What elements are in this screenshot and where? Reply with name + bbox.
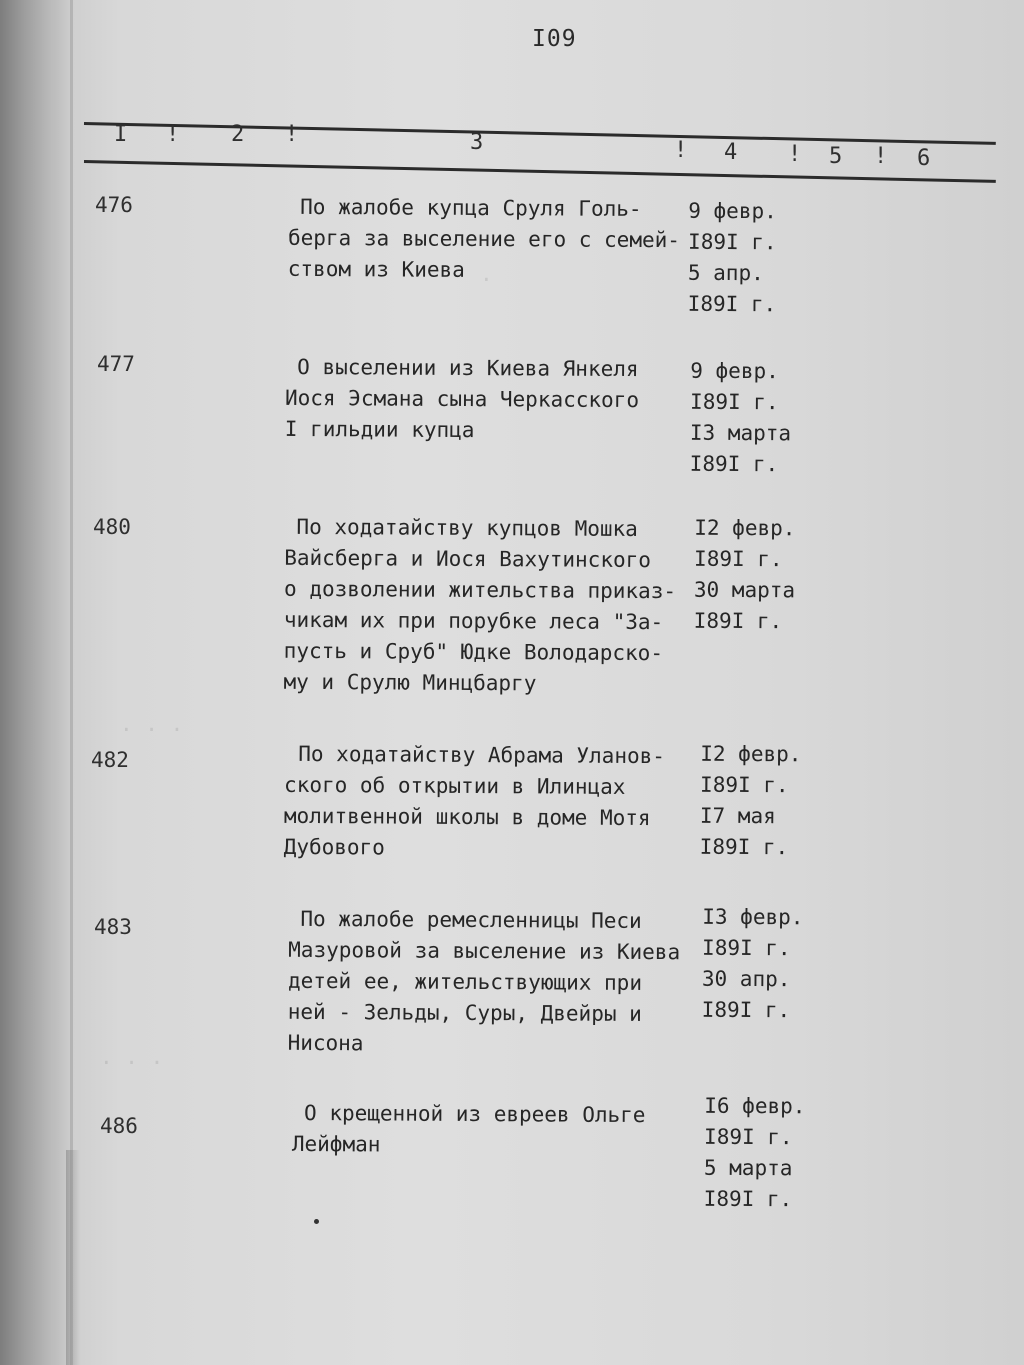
- bleed-through: . . .: [100, 1045, 164, 1069]
- text-line: молитвенной школы в доме Мотя: [283, 803, 651, 831]
- date-line: I7 мая: [699, 803, 776, 829]
- text-line: По жалобе купца Сруля Голь-: [300, 194, 642, 221]
- text-line: берга за выселение его с семей-: [287, 225, 681, 253]
- entry-description: [283, 512, 676, 700]
- entry-dates: [688, 196, 777, 321]
- entry-number: 486: [100, 1114, 138, 1138]
- entry-number: 476: [95, 193, 133, 217]
- book-spine-shadow: [0, 0, 72, 1365]
- text-line: По ходатайству Абрама Уланов-: [298, 741, 666, 769]
- date-line: I89I г.: [688, 229, 777, 255]
- entry-dates: [700, 739, 802, 864]
- date-line: I89I г.: [689, 451, 779, 477]
- date-line: 9 февр.: [690, 358, 779, 384]
- text-line: I гильдии купца: [284, 416, 475, 443]
- text-line: ского об открытии в Илинцах: [284, 772, 626, 799]
- entry-number: 483: [94, 915, 132, 939]
- date-line: 30 апр.: [701, 966, 791, 992]
- page-tear: [66, 1150, 80, 1365]
- text-line: Вайсберга и Иося Вахутинского: [284, 545, 652, 573]
- date-line: 5 марта: [703, 1155, 793, 1181]
- entry-number: 480: [93, 515, 131, 539]
- text-line: чикам их при порубке леса "За-: [283, 607, 664, 635]
- column-separator: !: [285, 122, 299, 147]
- date-line: 9 февр.: [688, 198, 777, 224]
- text-line: О крещенной из евреев Ольге: [304, 1100, 646, 1128]
- text-line: О выселении из Киева Янкеля: [297, 354, 639, 382]
- column-header-5: 5: [829, 144, 843, 169]
- entry-dates: [694, 513, 796, 638]
- date-line: I89I г.: [702, 935, 791, 961]
- text-line: ством из Киева: [287, 256, 465, 282]
- entry-description: [284, 739, 665, 865]
- text-line: детей ее, жительствующих при: [287, 968, 643, 995]
- page-number: I09: [532, 26, 577, 52]
- header-rule-top: [84, 122, 996, 145]
- column-header-2: 2: [231, 122, 245, 147]
- column-header-4: 4: [724, 140, 738, 165]
- date-line: I89I г.: [693, 608, 783, 634]
- text-line: пусть и Сруб" Юдке Володарско-: [283, 638, 664, 666]
- bleed-through: .: [480, 262, 493, 286]
- header-rule-bottom: [84, 160, 996, 183]
- date-line: I89I г.: [704, 1124, 793, 1150]
- column-header-6: 6: [917, 146, 931, 171]
- text-line: Дубового: [283, 834, 385, 860]
- text-line: По ходатайству купцов Мошка: [296, 514, 638, 541]
- stray-mark: [314, 1219, 319, 1224]
- date-line: I89I г.: [694, 546, 783, 572]
- date-line: I89I г.: [701, 997, 791, 1023]
- date-line: I6 февр.: [704, 1093, 806, 1119]
- text-line: Лейфман: [291, 1131, 381, 1157]
- date-line: 5 апр.: [687, 260, 764, 286]
- date-line: I89I г.: [703, 1186, 793, 1212]
- date-line: I89I г.: [687, 291, 777, 317]
- entry-number: 477: [97, 352, 135, 376]
- column-separator: !: [674, 138, 688, 163]
- column-separator: !: [166, 122, 180, 147]
- entry-number: 482: [91, 748, 129, 772]
- date-line: I89I г.: [700, 772, 789, 798]
- text-line: Нисона: [287, 1030, 364, 1056]
- date-line: I2 февр.: [700, 741, 802, 767]
- entry-dates: [704, 1091, 806, 1216]
- bleed-through: . . .: [120, 712, 184, 736]
- date-line: 30 марта: [693, 577, 796, 603]
- entry-dates: [690, 356, 792, 481]
- date-line: I89I г.: [699, 834, 789, 860]
- column-separator: !: [874, 144, 888, 169]
- text-line: По жалобе ремесленницы Песи: [300, 906, 642, 933]
- date-line: I2 февр.: [694, 515, 796, 541]
- text-line: Мазуровой за выселение из Киева: [288, 937, 681, 965]
- date-line: I3 февр.: [702, 904, 804, 930]
- column-header-1: I: [114, 122, 128, 147]
- entry-description: [292, 1098, 646, 1162]
- date-line: I89I г.: [690, 389, 779, 415]
- entry-description: [288, 192, 680, 287]
- text-line: ней - Зельды, Суры, Двейры и: [287, 999, 642, 1026]
- entry-description: [288, 904, 681, 1061]
- column-separator: !: [788, 142, 802, 167]
- column-header-3: 3: [470, 130, 484, 155]
- text-line: Иося Эсмана сына Черкасского: [284, 385, 640, 413]
- text-line: о дозволении жительства приказ-: [284, 576, 677, 604]
- entry-description: [285, 352, 640, 447]
- date-line: I3 марта: [689, 420, 792, 446]
- text-line: му и Срулю Минцбаргу: [283, 669, 537, 696]
- entry-dates: [702, 902, 804, 1027]
